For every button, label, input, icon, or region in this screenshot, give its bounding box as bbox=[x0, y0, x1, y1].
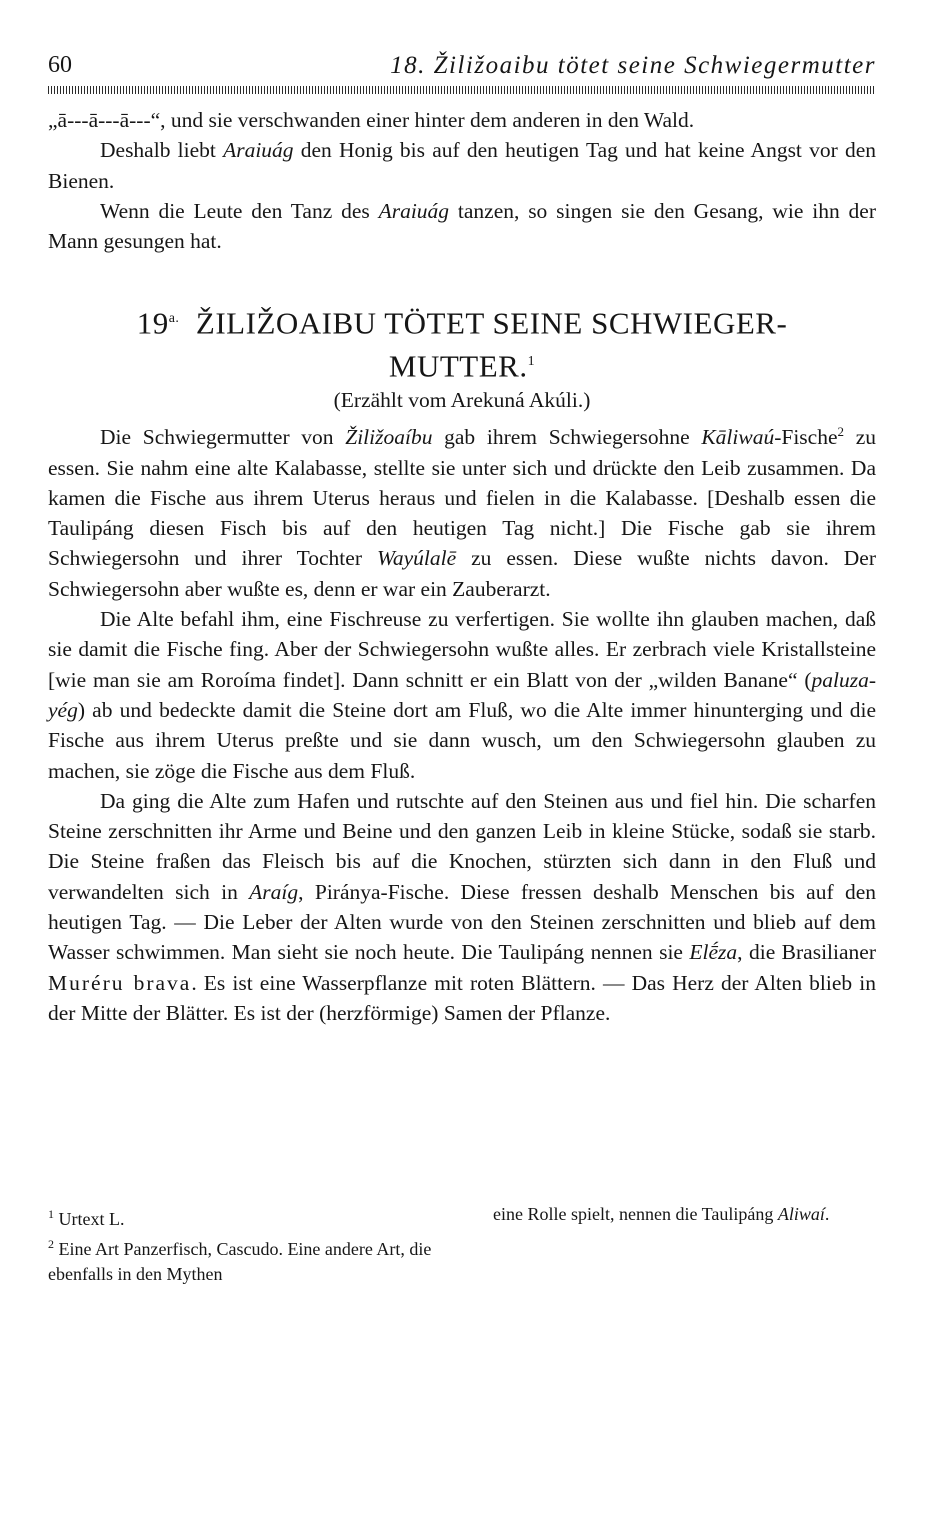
story-number: 19 bbox=[136, 305, 169, 341]
paragraph bbox=[48, 417, 876, 604]
text-run: gab ihrem Schwiegersohne bbox=[432, 425, 702, 450]
story-title-line: MUTTER. bbox=[388, 348, 528, 384]
footnote-text: Eine Art Panzerfisch, Cascudo. Eine andere Art, die ebenfalls in den Mythen bbox=[48, 1239, 432, 1284]
italic-name: Araiuág bbox=[378, 198, 450, 223]
paragraph bbox=[48, 604, 876, 786]
text-run: „ā---ā---ā---“, und sie verschwanden einer hinter dem anderen in den Wald. bbox=[48, 108, 695, 132]
text-run: . Es ist eine Wasserpflanze mit roten Blättern. — Das Herz der Alten blieb in der Mitte der Blätter. Es ist der (herzförmige) Samen der Pflanze. bbox=[48, 970, 876, 1025]
story-body bbox=[48, 417, 876, 1028]
heading-line-2 bbox=[48, 343, 876, 385]
paragraph bbox=[48, 135, 876, 196]
paragraph bbox=[48, 196, 876, 257]
story-title-line: ŽILIŽOAIBU TÖTET SEINE SCHWIEGER- bbox=[195, 305, 788, 341]
text-run: Wenn die Leute den Tanz des bbox=[100, 198, 379, 223]
footnote-marker: 2 bbox=[837, 424, 844, 440]
footnote-column-left bbox=[48, 1202, 448, 1287]
footnote-marker: 2 bbox=[48, 1237, 54, 1251]
running-title: 18. Žiližoaibu tötet seine Schwiegermutter bbox=[390, 52, 876, 79]
header-rule bbox=[48, 86, 876, 94]
footnote-marker: 1 bbox=[48, 1207, 54, 1221]
footnote-2-continued bbox=[493, 1202, 876, 1227]
italic-name: Žiližoaíbu bbox=[345, 425, 433, 450]
text-run: , die Brasilianer bbox=[737, 940, 876, 965]
text-run: zu essen. Diese wußte nichts davon. Der Schwiegersohn aber wußte es, denn er war ein Zauberarzt. bbox=[48, 546, 876, 601]
italic-name: Araíg bbox=[249, 879, 299, 904]
book-page bbox=[48, 52, 876, 1028]
italic-name: Araiuág bbox=[223, 138, 294, 163]
footnote-marker: 1 bbox=[527, 353, 536, 369]
footnote-text: eine Rolle spielt, nennen die Taulipáng bbox=[493, 1204, 778, 1224]
previous-story-ending bbox=[48, 105, 876, 256]
footnote-2 bbox=[48, 1232, 448, 1287]
text-run: ) ab und bedeckte damit die Steine dort am Fluß, wo die Alte immer hinunterging und die Fische aus ihrem Uterus preßte und sie dann wusch, um den Schwiegersohn glauben zu machen, sie zöge die Fische aus dem Fluß. bbox=[48, 697, 876, 783]
text-run: Die Alte befahl ihm, eine Fischreuse zu verfertigen. Sie wollte ihn glauben machen, daß sie damit die Fische fing. Aber der Schwiegersohn wußte alles. Er zerbrach viele Kristallsteine [wie man sie am Roroíma findet]. Dann schnitt er ein Blatt von der „wilden Banane“ ( bbox=[48, 607, 876, 692]
footnote-text: Urtext L. bbox=[54, 1209, 125, 1229]
footnote-column-right bbox=[493, 1202, 876, 1287]
italic-name: paluza-yég bbox=[48, 667, 876, 722]
running-head bbox=[48, 52, 876, 86]
narrator-line: (Erzählt vom Arekuná Akúli.) bbox=[333, 388, 591, 413]
paragraph bbox=[48, 786, 876, 1028]
heading-line-1 bbox=[48, 300, 876, 342]
text-run: den Honig bis auf den heutigen Tag und hat keine Angst vor den Bienen. bbox=[48, 138, 876, 193]
text-run: Die Schwiegermutter von bbox=[100, 425, 346, 450]
footnotes bbox=[48, 1202, 876, 1287]
story-heading bbox=[48, 300, 876, 385]
text-run: Da ging die Alte zum Hafen und rutschte auf den Steinen aus und fiel hin. Die scharfen Steine zerschnitten ihr Arme und Beine und den ganzen Leib in kleine Stücke, sodaß sie starb. Die Steine fraßen das Fleisch bis auf die Knochen, stürzten sich dann in den Fluß und verwandelten sich in bbox=[48, 788, 876, 904]
page-number: 60 bbox=[48, 52, 72, 78]
paragraph bbox=[48, 105, 876, 135]
story-number-suffix: a. bbox=[168, 311, 180, 327]
footnote-text: . bbox=[824, 1204, 830, 1224]
spaced-name: Muréru brava bbox=[48, 970, 192, 995]
text-run: -Fische bbox=[774, 425, 838, 450]
italic-name: Elḗza bbox=[689, 940, 738, 965]
text-run: zu essen. Sie nahm eine alte Kalabasse, stellte sie unter sich und drückte den Leib zusammen. Da kamen die Fische aus ihrem Uterus heraus und fielen in die Kalabasse. [Deshalb essen die Taulipáng diesen Fisch bis auf den heutigen Tag nicht.] Die Fische gab sie ihrem Schwiegersohn und ihrer Tochter bbox=[48, 425, 876, 571]
italic-name: Aliwaí bbox=[777, 1204, 825, 1224]
italic-name: Kāliwaú bbox=[701, 425, 775, 450]
footnote-1 bbox=[48, 1202, 448, 1232]
text-run: , Piránya-Fische. Diese fressen deshalb Menschen bis auf den heutigen Tag. — Die Leber der Alten wurde von den Steinen zerschnitten und blieb auf dem Wasser schwimmen. Man sieht sie noch heute. Die Taulipáng nennen sie bbox=[48, 879, 876, 965]
text-run: Deshalb liebt bbox=[100, 138, 224, 163]
text-run: tanzen, so singen sie den Gesang, wie ihn der Mann gesungen hat. bbox=[48, 198, 876, 254]
italic-name: Wayúlalē bbox=[376, 546, 457, 571]
